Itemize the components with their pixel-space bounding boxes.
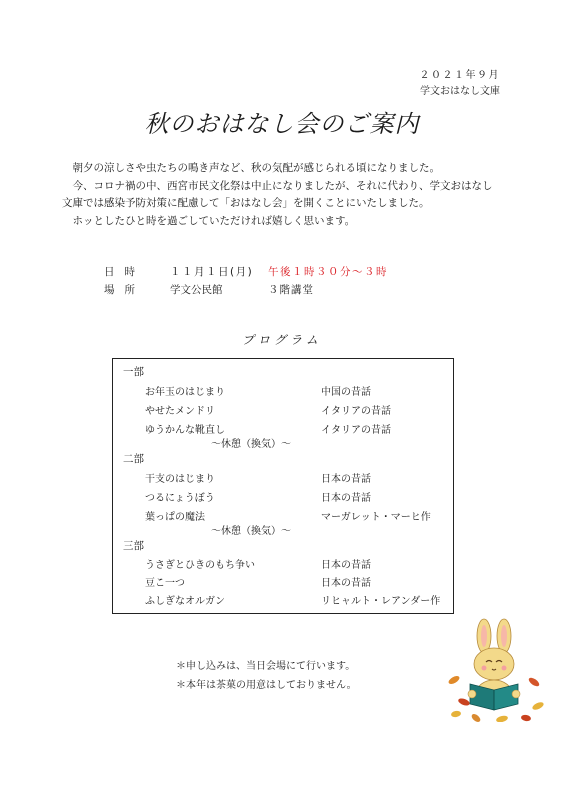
program-box xyxy=(112,358,454,614)
story-source: 日本の昔話 xyxy=(321,560,371,571)
intro-paragraph: 朝夕の涼しさや虫たちの鳴き声など、秋の気配が感じられる頃になりました。 xyxy=(62,162,440,174)
organization-name: 学文おはなし文庫 xyxy=(420,86,500,97)
story-title: お年玉のはじまり xyxy=(145,387,225,398)
part-title: 三部 xyxy=(123,540,144,552)
event-place: 学文公民館 xyxy=(170,284,223,296)
event-time: 午後１時３０分～３時 xyxy=(268,266,388,278)
note-registration: ＊申し込みは、当日会場にて行います。 xyxy=(176,661,356,672)
story-title: 葉っぱの魔法 xyxy=(145,512,205,523)
intro-text xyxy=(62,160,502,230)
place-label: 場所 xyxy=(104,284,145,296)
story-title: ゆうかんな靴直し xyxy=(145,425,225,436)
story-source: イタリアの昔話 xyxy=(321,406,391,417)
note-refreshments: ＊本年は茶菓の用意はしておりません。 xyxy=(176,680,357,691)
program-heading: プログラム xyxy=(242,333,322,347)
story-source: 日本の昔話 xyxy=(321,493,371,504)
datetime-label: 日時 xyxy=(104,266,145,278)
event-date: １１月１日(月) xyxy=(170,266,254,278)
story-title: つるにょうぼう xyxy=(145,493,215,504)
story-source: マーガレット・マーヒ作 xyxy=(321,512,431,523)
break-label: ～休憩（換気）～ xyxy=(211,439,291,450)
place-row xyxy=(104,282,314,297)
story-source: リヒャルト・レアンダー作 xyxy=(321,596,441,607)
break-label: ～休憩（換気）～ xyxy=(211,526,291,537)
intro-paragraph: ホッとしたひと時を過ごしていただければ嬉しく思います。 xyxy=(62,214,356,227)
part-title: 二部 xyxy=(123,453,144,465)
issue-date: ２０２１年９月 xyxy=(419,70,500,81)
part-title: 一部 xyxy=(123,366,144,378)
story-title: やせたメンドリ xyxy=(145,406,215,417)
page-title: 秋のおはなし会のご案内 xyxy=(144,110,420,138)
story-title: 干支のはじまり xyxy=(145,474,215,485)
story-source: イタリアの昔話 xyxy=(321,425,391,436)
story-source: 日本の昔話 xyxy=(321,578,371,589)
story-title: ふしぎなオルガン xyxy=(145,596,225,607)
rabbit-reading-illustration xyxy=(446,618,546,722)
story-source: 日本の昔話 xyxy=(321,474,371,485)
intro-paragraph: 今、コロナ禍の中、西宮市民文化祭は中止になりましたが、それに代わり、学文おはなし文庫では感染予防対策に配慮して「おはなし会」を開くことにいたしました。 xyxy=(62,179,493,209)
story-source: 中国の昔話 xyxy=(321,387,371,398)
story-title: 豆こ一つ xyxy=(145,578,185,589)
event-room: ３階講堂 xyxy=(268,284,314,296)
story-title: うさぎとひきのもち争い xyxy=(145,560,255,571)
datetime-row xyxy=(104,264,388,279)
